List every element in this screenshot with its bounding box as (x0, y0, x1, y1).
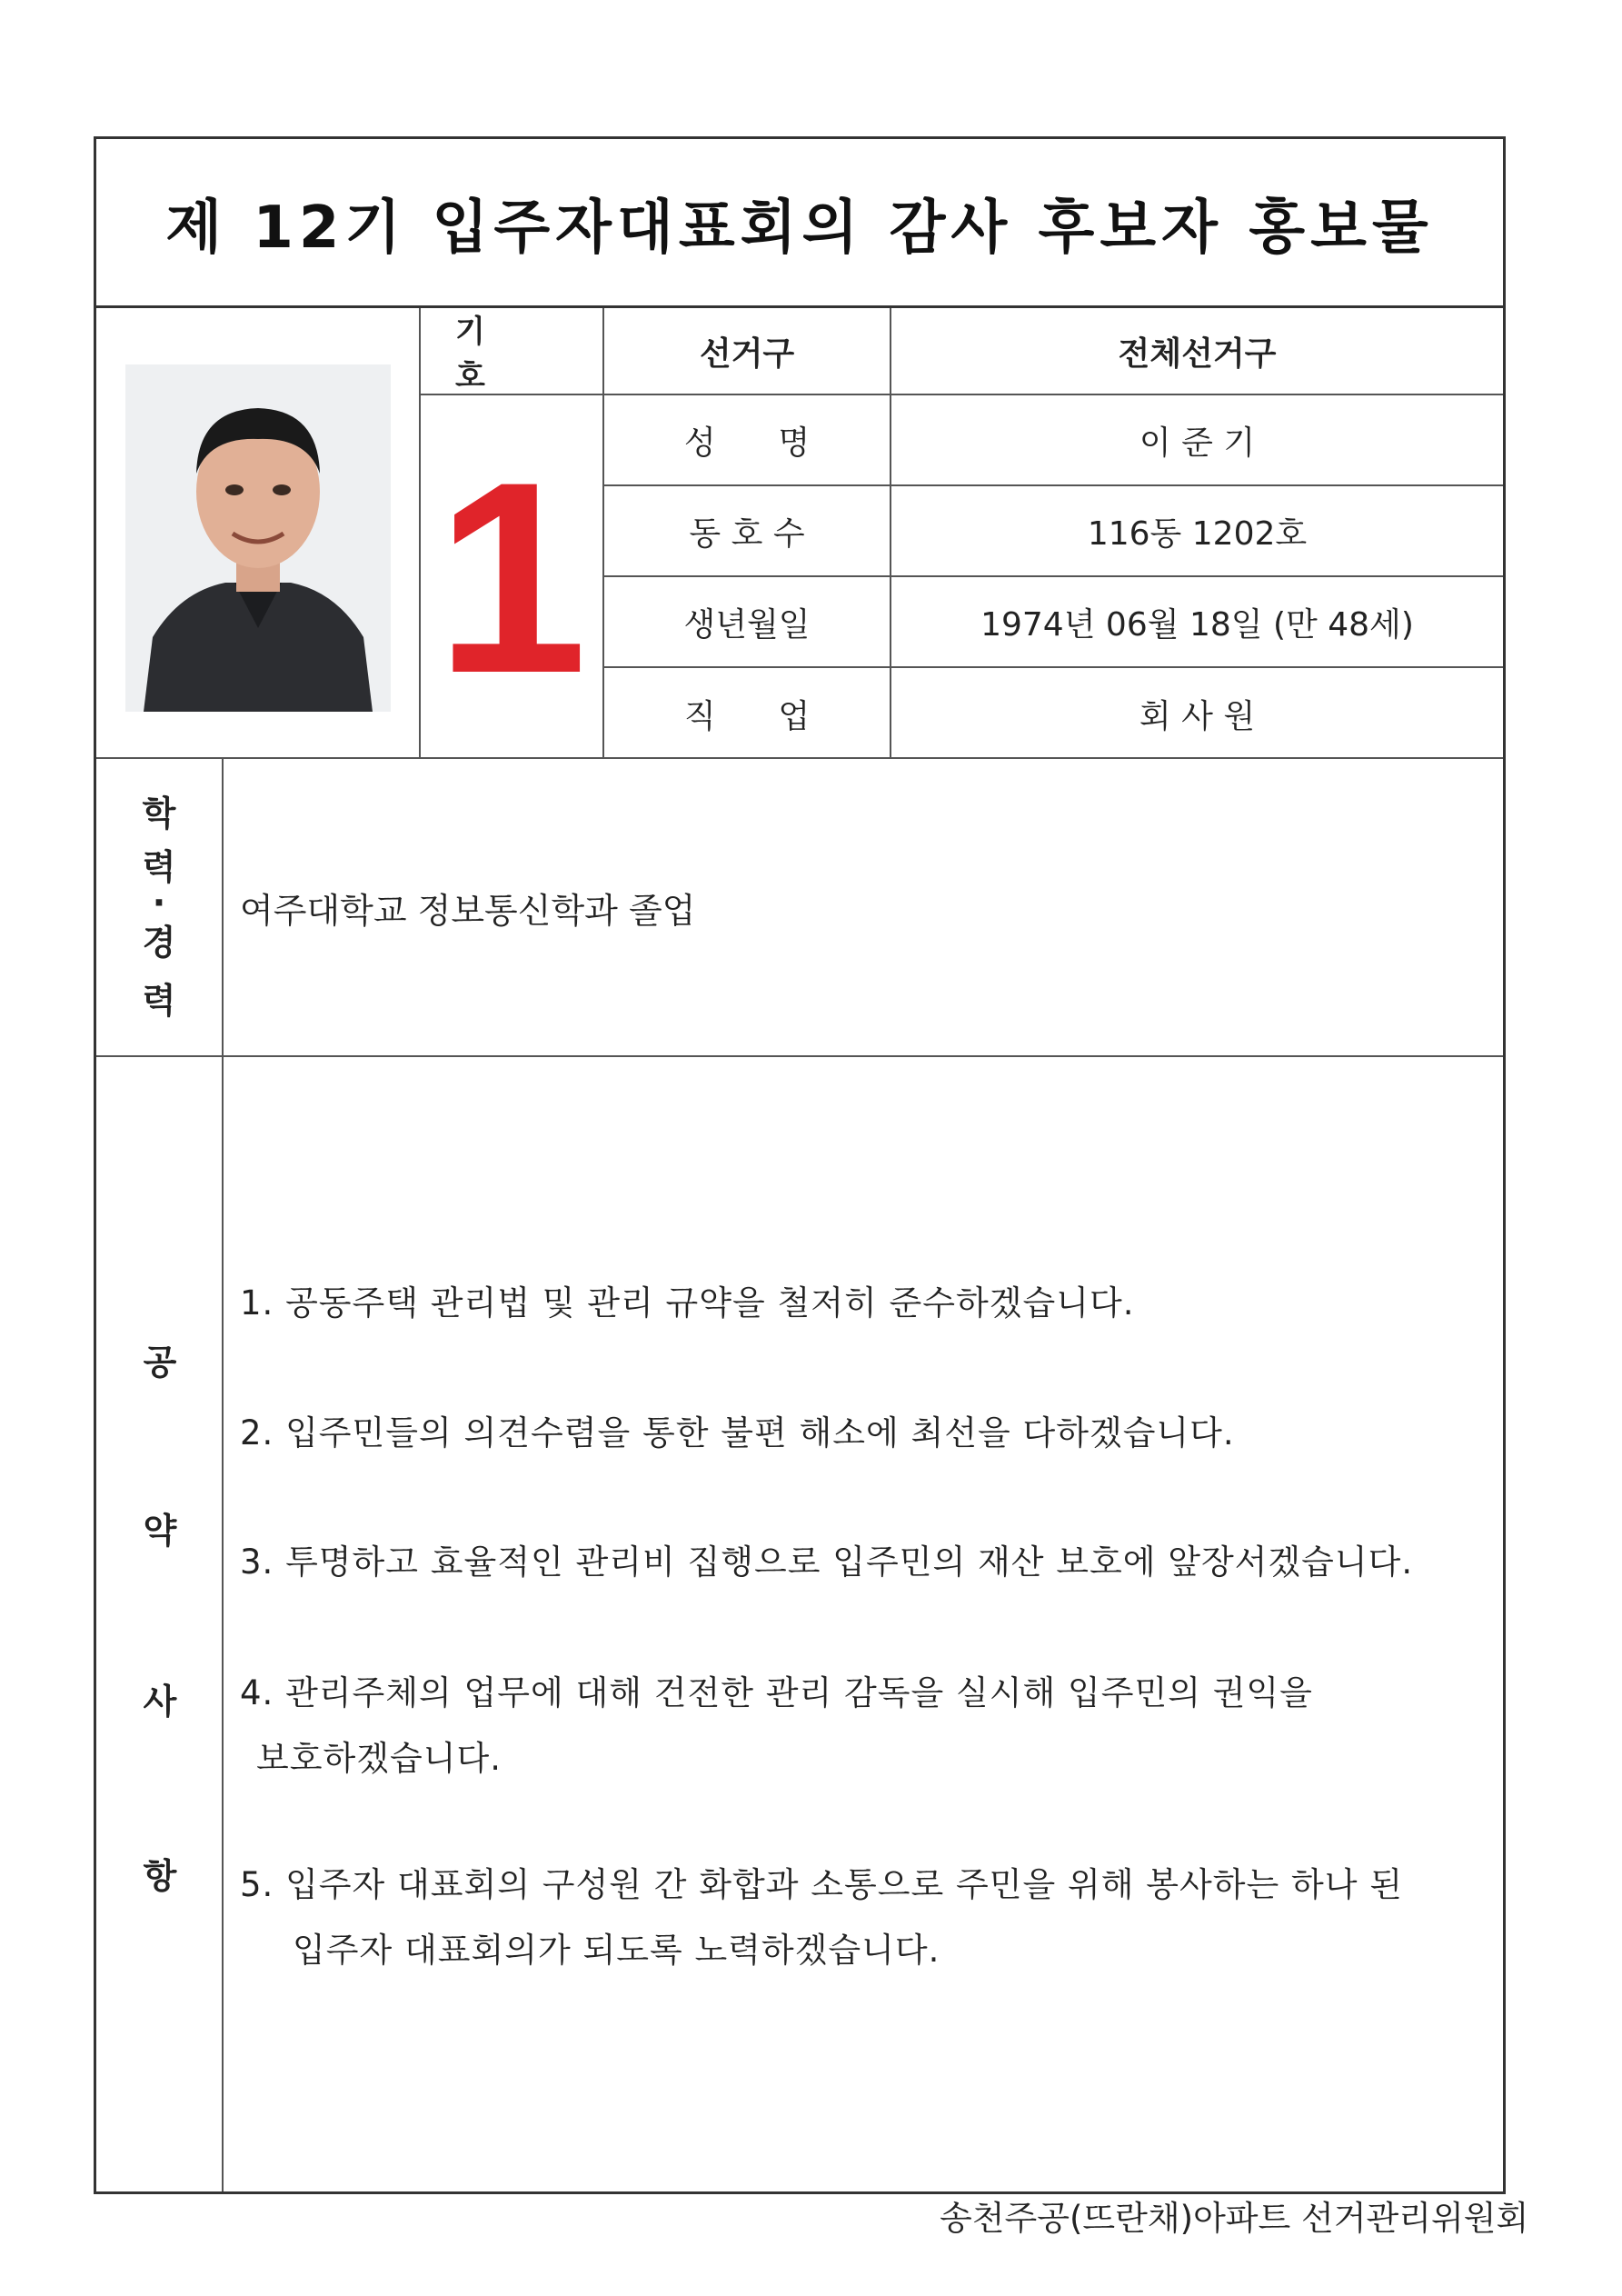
page-title: 제 12기 입주자대표회의 감사 후보자 홍보물 (165, 194, 1434, 262)
row-birth (604, 577, 1503, 668)
education-label (96, 759, 224, 1055)
pledge-item (240, 1852, 1403, 1983)
pledge-line: 1. 공동주택 관리법 및 관리 규약을 철저히 준수하겠습니다. (240, 1283, 1135, 1323)
unit-label: 동 호 수 (604, 486, 891, 575)
pledge-label-char: 약 (143, 1511, 177, 1551)
edu-label-char: 학 (142, 794, 176, 834)
candidate-photo (125, 364, 391, 712)
birth-label: 생년월일 (604, 577, 891, 666)
row-unit (604, 486, 1503, 577)
pledge-line: 보호하겠습니다. (256, 1739, 502, 1778)
pledge-item (240, 1271, 1134, 1336)
education-section (96, 759, 1503, 1057)
pledge-line: 3. 투명하고 효율적인 관리비 집행으로 입주민의 재산 보호에 앞장서겠습니다. (240, 1542, 1414, 1582)
pledge-line: 4. 관리주체의 업무에 대해 건전한 관리 감독을 실시해 입주민의 권익을 (240, 1673, 1313, 1712)
edu-label-char: 력 (142, 847, 176, 887)
pledge-line: 5. 입주자 대표회의 구성원 간 화합과 소통으로 주민을 위해 봉사하는 하나 된 (240, 1865, 1403, 1904)
pledge-item (240, 1661, 1313, 1792)
edu-label-char: · (152, 883, 166, 923)
name-value: 이 준 기 (1139, 424, 1256, 462)
candidate-info (96, 308, 1503, 759)
info-grid (604, 308, 1503, 757)
birth-value: 1974년 06월 18일 (만 48세) (980, 605, 1414, 644)
district-value: 전체선거구 (1118, 334, 1277, 373)
pledge-label-char: 공 (143, 1343, 177, 1383)
row-district (604, 308, 1503, 395)
pledge-item (240, 1530, 1413, 1595)
unit-value: 116동 1202호 (1087, 514, 1308, 553)
candidate-number: 1 (435, 424, 588, 730)
pledge-line: 입주자 대표회의가 되도록 노력하겠습니다. (293, 1931, 940, 1970)
education-text: 여주대학교 정보통신학과 졸업 (240, 890, 696, 931)
pledge-item (240, 1401, 1235, 1466)
edu-label-char: 력 (142, 981, 176, 1021)
photo-cell (96, 308, 421, 757)
title-row (96, 139, 1503, 308)
job-label: 직 업 (604, 668, 891, 759)
edu-label-char: 경 (142, 923, 176, 963)
job-value: 회 사 원 (1139, 697, 1256, 735)
pledge-label-char: 항 (143, 1856, 177, 1896)
symbol-column (421, 308, 604, 757)
pledge-label (96, 1057, 224, 2191)
name-label: 성 명 (604, 395, 891, 484)
pledge-section (96, 1057, 1503, 2191)
pledge-label-char: 사 (143, 1682, 177, 1722)
promo-sheet (94, 136, 1506, 2194)
district-label: 선거구 (604, 308, 891, 394)
pledge-line: 2. 입주민들의 의견수렴을 통한 불편 해소에 최선을 다하겠습니다. (240, 1413, 1235, 1452)
footer-committee: 송천주공(뜨란채)아파트 선거관리위원회 (940, 2199, 1529, 2238)
symbol-label: 기 호 (421, 308, 602, 395)
row-name (604, 395, 1503, 486)
row-job (604, 668, 1503, 759)
number-cell (421, 395, 602, 759)
